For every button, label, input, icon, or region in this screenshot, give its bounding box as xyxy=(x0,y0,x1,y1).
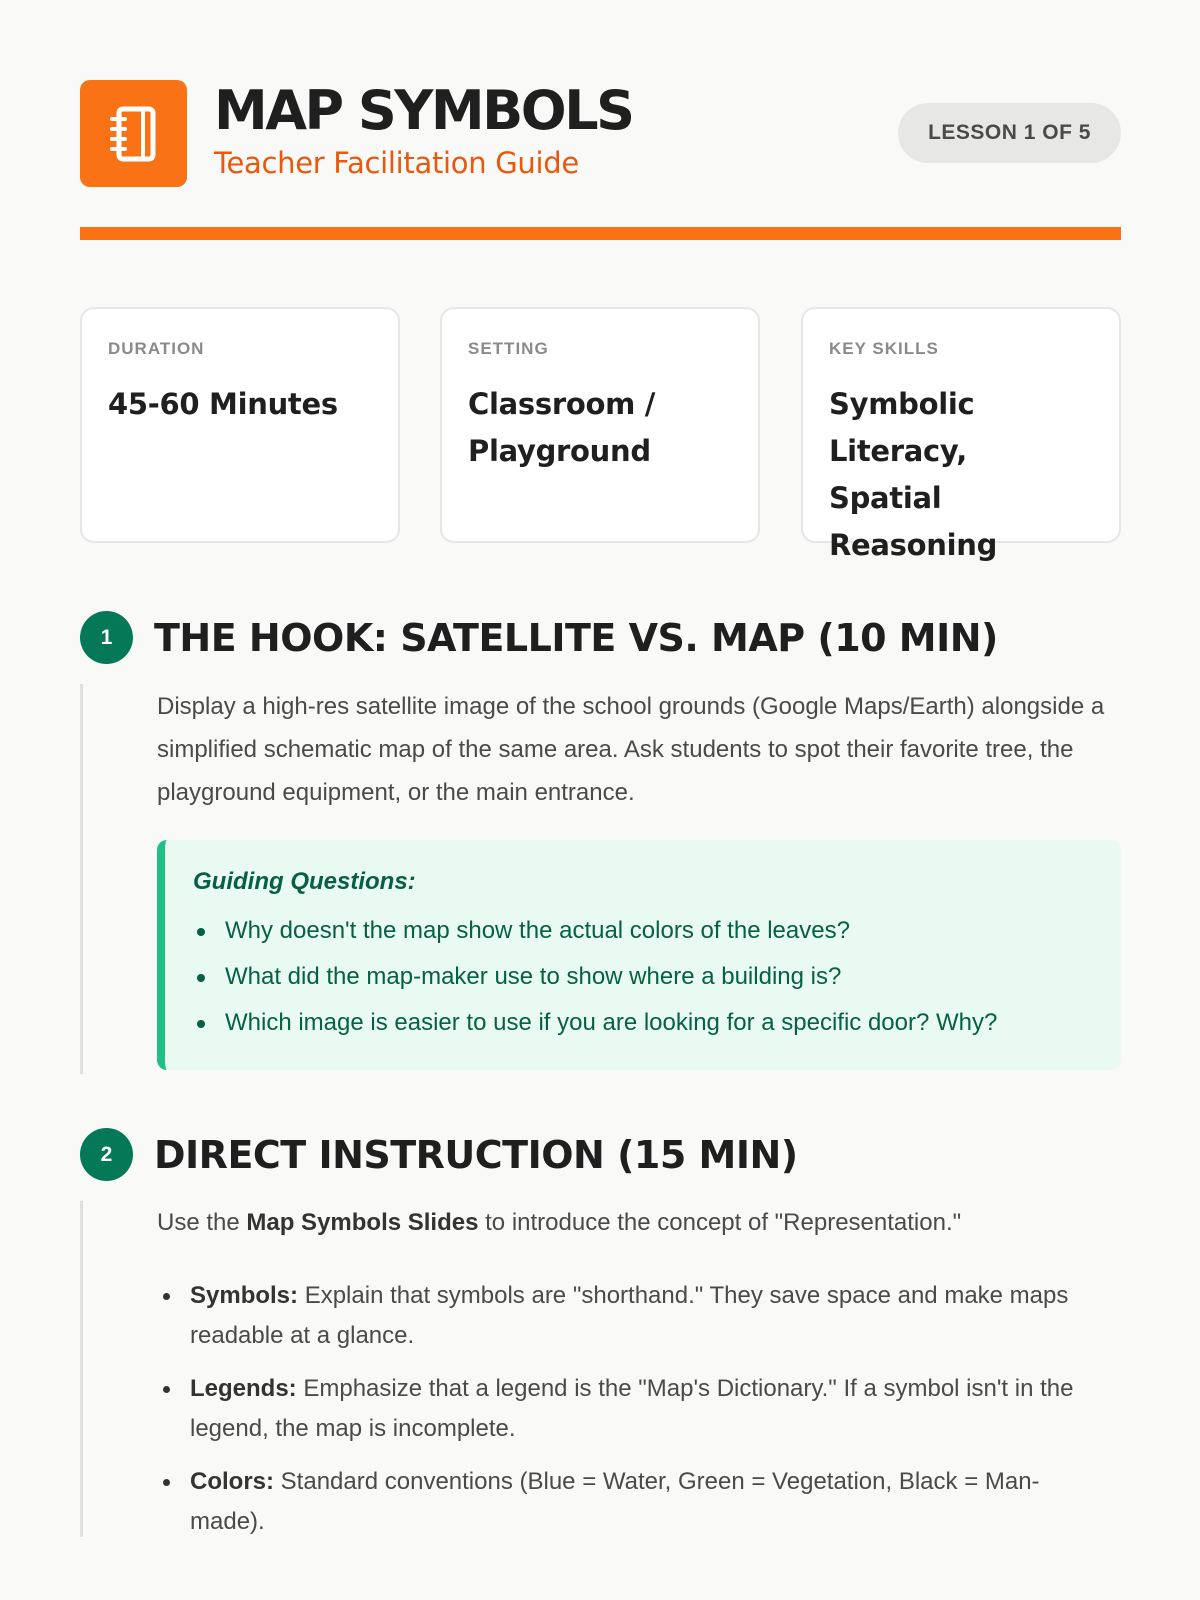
list-item: Why doesn't the map show the actual colors of the leaves? xyxy=(193,908,1091,954)
logo xyxy=(80,80,187,187)
step-number: 2 xyxy=(80,1128,133,1181)
point-term: Colors: xyxy=(190,1468,274,1495)
list-item: Which image is easier to use if you are looking for a specific door? Why? xyxy=(193,1000,1091,1046)
section-hook xyxy=(80,610,1121,1075)
info-card-label: DURATION xyxy=(108,339,205,358)
section-intro xyxy=(157,1201,1121,1244)
info-card-duration xyxy=(80,307,400,543)
header xyxy=(80,0,1121,240)
list-item xyxy=(157,1369,1107,1449)
callout-title: Guiding Questions: xyxy=(193,868,416,895)
section-rail xyxy=(80,684,83,1074)
point-text: Emphasize that a legend is the "Map's Dictionary." If a symbol isn't in the legend, the map is incomplete. xyxy=(190,1375,1074,1442)
page xyxy=(80,0,1121,1535)
info-card-value: Symbolic Literacy, Spatial Reasoning xyxy=(829,387,998,562)
page-title: MAP SYMBOLS xyxy=(214,79,633,142)
list-item xyxy=(157,1462,1107,1542)
notebook-icon xyxy=(105,103,163,165)
list-item: What did the map-maker use to show where a building is? xyxy=(193,954,1091,1000)
guiding-questions-callout xyxy=(157,840,1121,1070)
point-term: Legends: xyxy=(190,1375,297,1402)
info-card-label: SETTING xyxy=(468,339,549,358)
intro-text: Use the xyxy=(157,1209,247,1236)
section-title: THE HOOK: SATELLITE VS. MAP (10 MIN) xyxy=(154,616,998,660)
list-item xyxy=(157,1276,1107,1356)
info-card-setting xyxy=(440,307,760,543)
instruction-points xyxy=(157,1276,1107,1555)
guiding-questions-list xyxy=(193,908,1091,1046)
info-card-label: KEY SKILLS xyxy=(829,339,939,358)
info-card-key-skills xyxy=(801,307,1121,562)
point-text: Explain that symbols are "shorthand." They save space and make maps readable at a glance. xyxy=(190,1282,1069,1349)
header-divider xyxy=(80,227,1121,240)
slides-reference: Map Symbols Slides xyxy=(246,1209,479,1236)
info-card-value: Classroom / Playground xyxy=(468,387,656,468)
section-title: DIRECT INSTRUCTION (15 MIN) xyxy=(154,1133,798,1177)
section-rail xyxy=(80,1201,83,1537)
section-direct-instruction xyxy=(80,1127,1121,1537)
page-subtitle: Teacher Facilitation Guide xyxy=(214,146,579,180)
intro-text: to introduce the concept of "Representation." xyxy=(478,1209,962,1236)
step-number: 1 xyxy=(80,611,133,664)
lesson-badge: LESSON 1 OF 5 xyxy=(898,103,1121,163)
info-cards xyxy=(80,307,1121,562)
info-card-value: 45-60 Minutes xyxy=(108,387,338,421)
point-text: Standard conventions (Blue = Water, Green = Vegetation, Black = Man-made). xyxy=(190,1468,1040,1535)
section-intro: Display a high-res satellite image of the school grounds (Google Maps/Earth) alongside a simplified schematic map of the same area. Ask students to spot their favorite tree, the playground equipment, or the main entrance. xyxy=(157,693,1105,806)
point-term: Symbols: xyxy=(190,1282,299,1309)
